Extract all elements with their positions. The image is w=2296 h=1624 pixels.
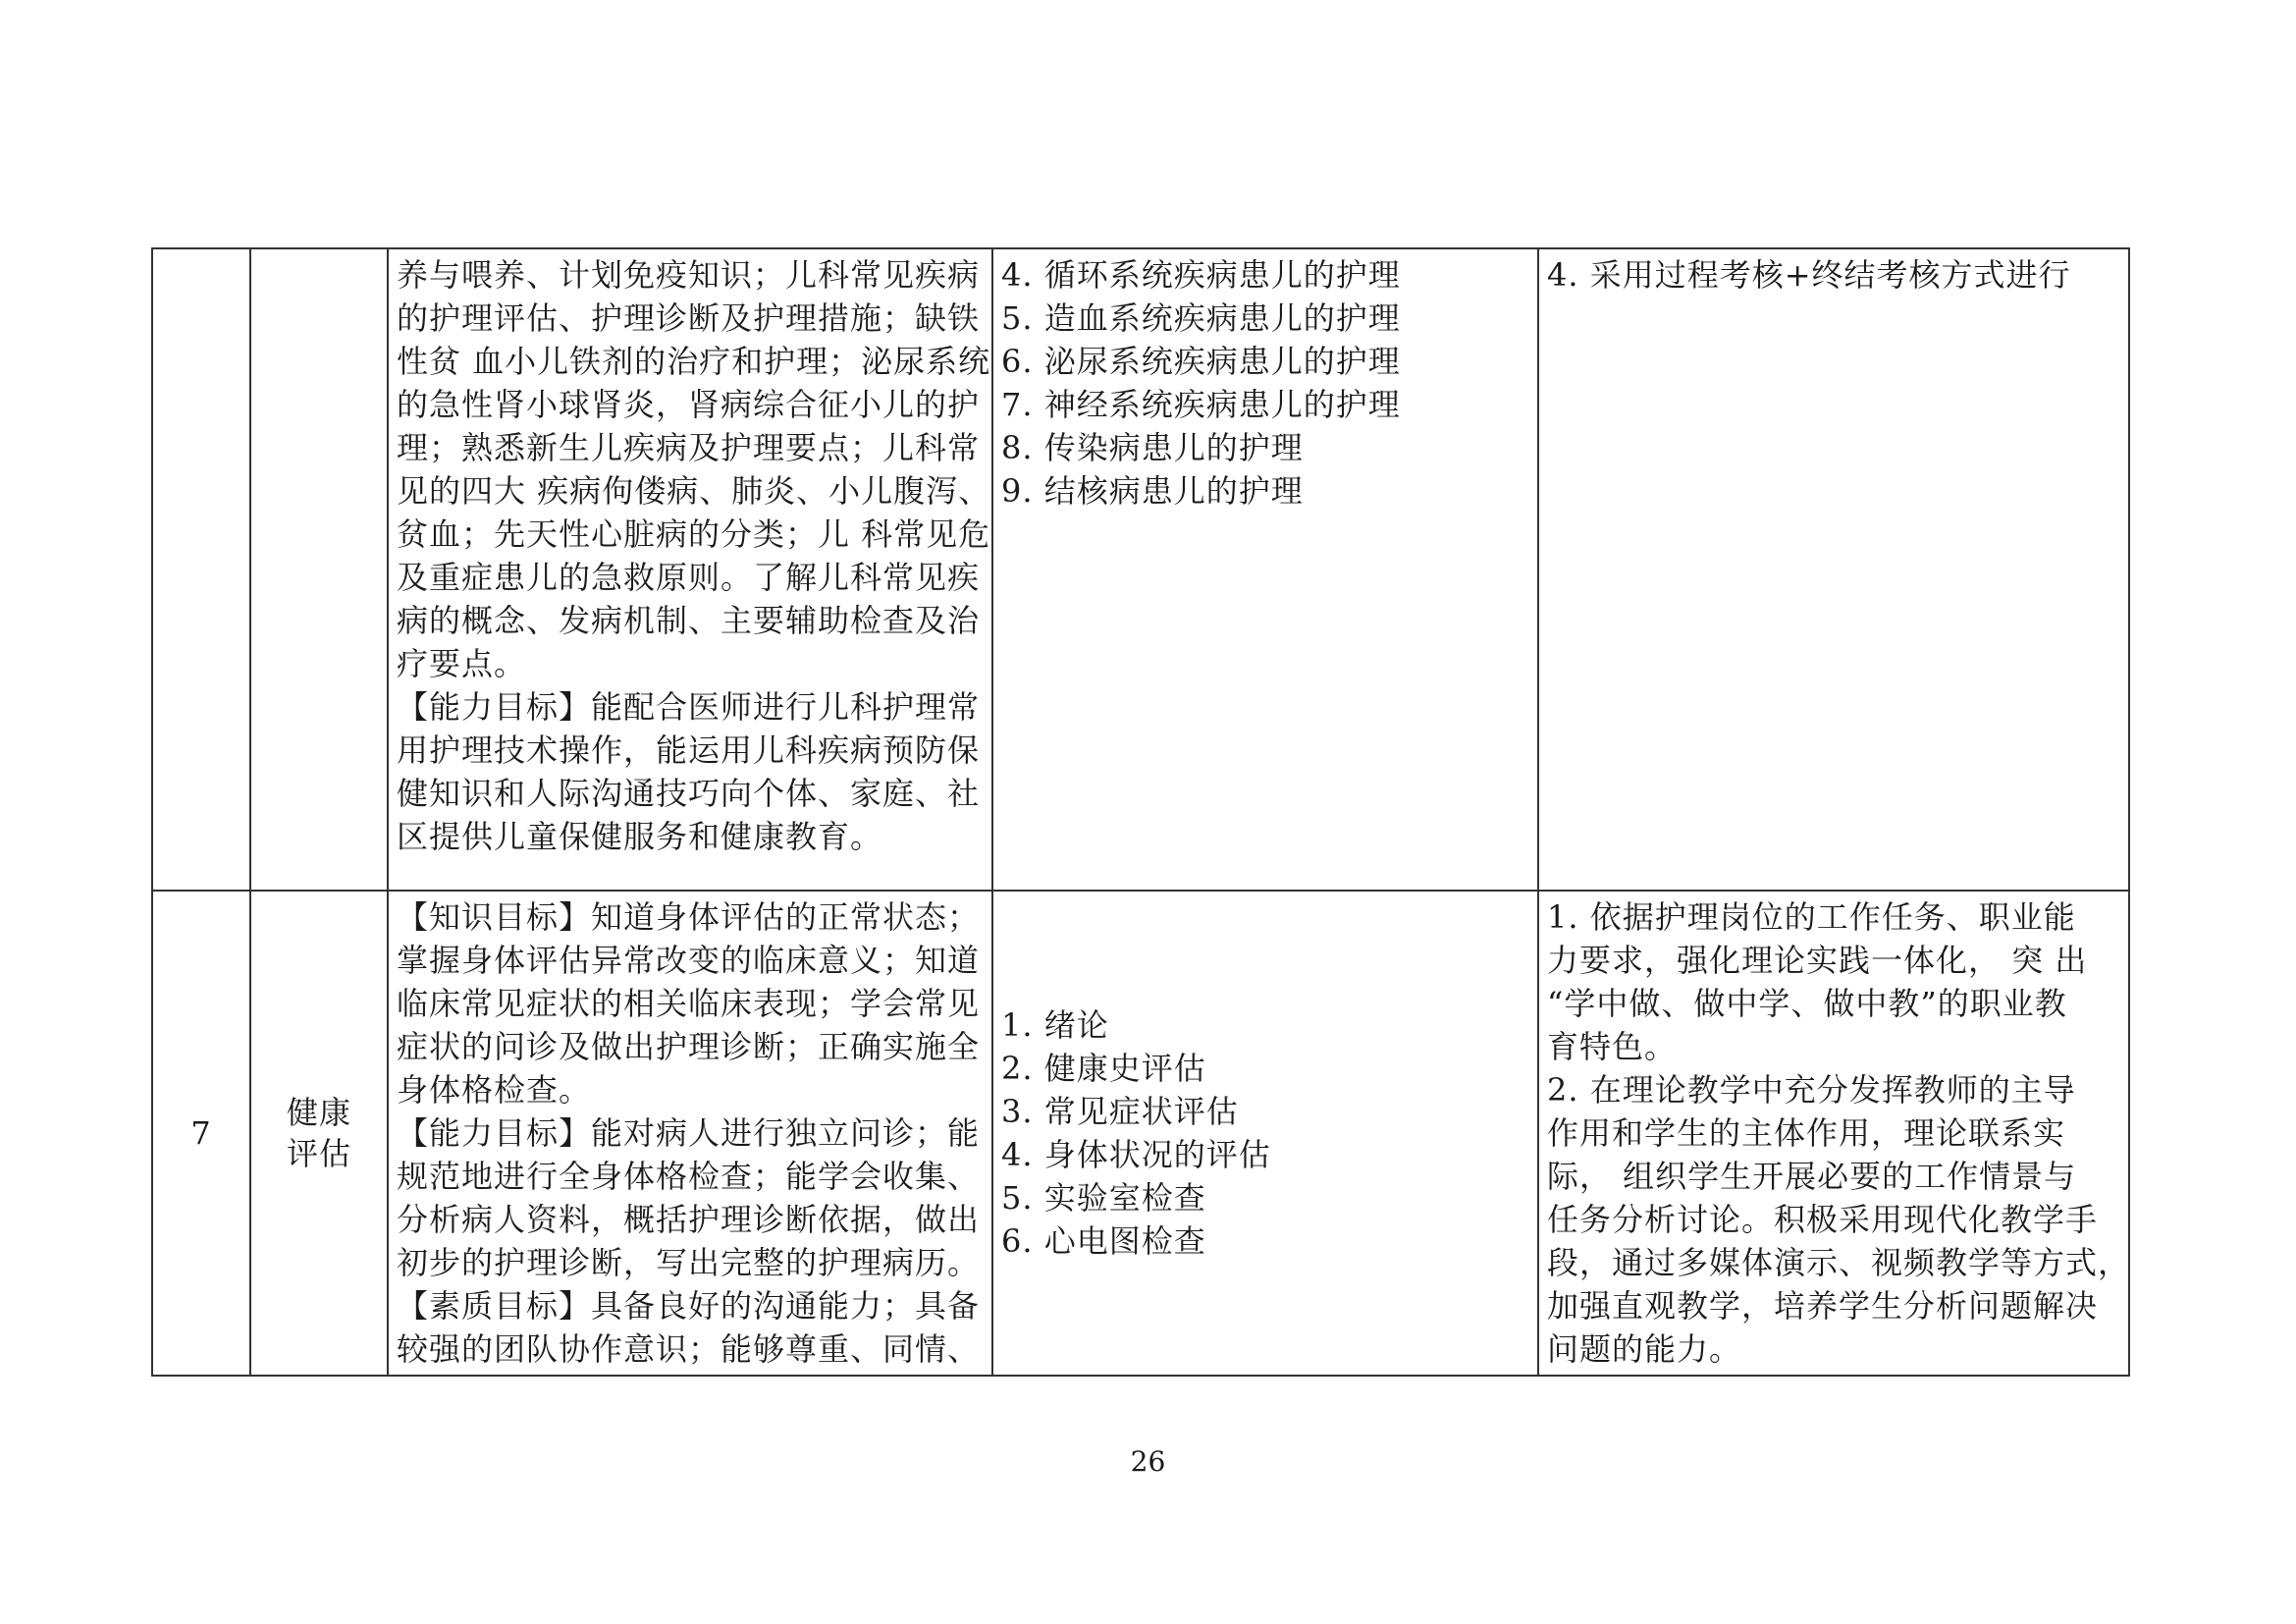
objectives-line: 临床常见症状的相关临床表现；学会常见 xyxy=(397,985,981,1022)
content-cell xyxy=(992,891,1538,1376)
objectives-line: 规范地进行全身体格检查；能学会收集、 xyxy=(397,1158,981,1195)
content-line: 8. 传染病患儿的护理 xyxy=(1001,429,1304,466)
objectives-cell xyxy=(388,248,992,891)
requirements-line: 任务分析讨论。积极采用现代化教学手 xyxy=(1547,1201,2099,1238)
course-name-cell xyxy=(250,248,388,891)
requirements-line: 作用和学生的主体作用，理论联系实 xyxy=(1547,1114,2066,1152)
requirements-cell xyxy=(1538,891,2129,1376)
requirements-line: 际， 组织学生开展必要的工作情景与 xyxy=(1547,1158,2077,1195)
content-line: 3. 常见症状评估 xyxy=(1001,1093,1239,1130)
requirements-line: “学中做、做中学、做中教”的职业教 xyxy=(1547,985,2067,1022)
objectives-line: 见的四大 疾病佝偻病、肺炎、小儿腹泻、 xyxy=(397,472,991,510)
curriculum-table xyxy=(151,247,2130,1377)
objectives-cell xyxy=(388,891,992,1376)
requirements-line: 问题的能力。 xyxy=(1547,1330,1742,1368)
objectives-line: 用护理技术操作，能运用儿科疾病预防保 xyxy=(397,731,981,769)
requirements-line: 育特色。 xyxy=(1547,1028,1678,1065)
content-line: 6. 泌尿系统疾病患儿的护理 xyxy=(1001,343,1401,380)
objectives-line: 【知识目标】知道身体评估的正常状态； xyxy=(397,898,981,936)
content-line: 1. 绪论 xyxy=(1001,1006,1109,1044)
table-row-7 xyxy=(152,891,2129,1376)
requirements-line: 段，通过多媒体演示、视频教学等方式， xyxy=(1547,1244,2131,1281)
objectives-line: 病的概念、发病机制、主要辅助检查及治 xyxy=(397,602,981,639)
content-line: 4. 身体状况的评估 xyxy=(1001,1136,1271,1173)
objectives-line: 的急性肾小球肾炎，肾病综合征小儿的护 xyxy=(397,386,981,423)
objectives-line: 疗要点。 xyxy=(397,645,527,682)
requirements-line: 2. 在理论教学中充分发挥教师的主导 xyxy=(1547,1071,2076,1109)
objectives-line: 症状的问诊及做出护理诊断；正确实施全 xyxy=(397,1028,981,1065)
content-line: 6. 心电图检查 xyxy=(1001,1222,1206,1260)
objectives-line: 及重症患儿的急救原则。了解儿科常见疾 xyxy=(397,559,981,596)
objectives-line: 区提供儿童保健服务和健康教育。 xyxy=(397,818,883,855)
content-line: 2. 健康史评估 xyxy=(1001,1050,1206,1087)
objectives-line: 贫血；先天性心脏病的分类；儿 科常见危 xyxy=(397,515,991,553)
content-line: 5. 实验室检查 xyxy=(1001,1179,1206,1217)
objectives-line: 的护理评估、护理诊断及护理措施；缺铁 xyxy=(397,299,981,337)
requirements-line: 4. 采用过程考核+终结考核方式进行 xyxy=(1547,256,2071,294)
page-number: 26 xyxy=(1130,1445,1166,1478)
requirements-line: 加强直观教学，培养学生分析问题解决 xyxy=(1547,1287,2099,1325)
content-line: 5. 造血系统疾病患儿的护理 xyxy=(1001,299,1401,337)
objectives-line: 【能力目标】能对病人进行独立问诊；能 xyxy=(397,1114,981,1152)
course-name: 健康评估 xyxy=(286,1094,351,1172)
requirements-line: 1. 依据护理岗位的工作任务、职业能 xyxy=(1547,898,2076,936)
row-number-cell: 7 xyxy=(152,891,250,1376)
content-line: 4. 循环系统疾病患儿的护理 xyxy=(1001,256,1401,294)
objectives-line: 分析病人资料，概括护理诊断依据，做出 xyxy=(397,1201,981,1238)
objectives-line: 理；熟悉新生儿疾病及护理要点；儿科常 xyxy=(397,429,981,466)
objectives-line: 性贫 血小儿铁剂的治疗和护理；泌尿系统 xyxy=(397,343,991,380)
requirements-cell xyxy=(1538,248,2129,891)
objectives-line: 【素质目标】具备良好的沟通能力；具备 xyxy=(397,1287,981,1325)
objectives-line: 【能力目标】能配合医师进行儿科护理常 xyxy=(397,688,981,726)
objectives-line: 初步的护理诊断，写出完整的护理病历。 xyxy=(397,1244,981,1281)
objectives-line: 掌握身体评估异常改变的临床意义；知道 xyxy=(397,942,981,979)
objectives-line: 养与喂养、计划免疫知识；儿科常见疾病 xyxy=(397,256,981,294)
content-cell xyxy=(992,248,1538,891)
content-line: 9. 结核病患儿的护理 xyxy=(1001,472,1304,510)
objectives-line: 较强的团队协作意识；能够尊重、同情、 xyxy=(397,1330,981,1368)
course-name-cell xyxy=(250,891,388,1376)
objectives-line: 健知识和人际沟通技巧向个体、家庭、社 xyxy=(397,775,981,812)
requirements-line: 力要求，强化理论实践一体化， 突 出 xyxy=(1547,942,2088,979)
objectives-line: 身体格检查。 xyxy=(397,1071,592,1109)
table-row-continued xyxy=(152,248,2129,891)
content-line: 7. 神经系统疾病患儿的护理 xyxy=(1001,386,1401,423)
row-number-cell xyxy=(152,248,250,891)
